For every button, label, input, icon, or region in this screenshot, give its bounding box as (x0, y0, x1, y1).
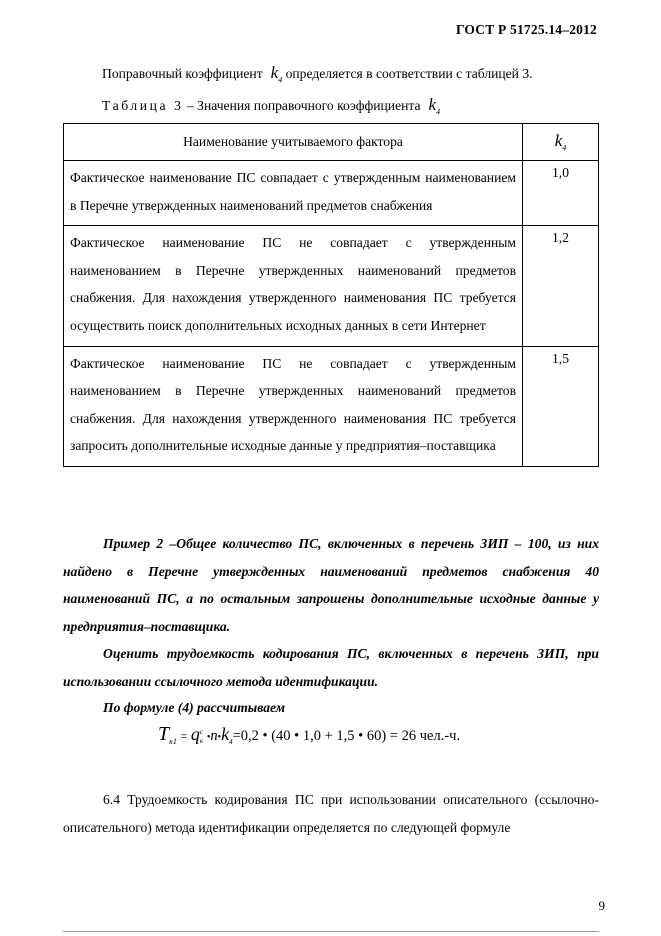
table-row (64, 161, 599, 226)
document-header: ГОСТ Р 51725.14–2012 (455, 22, 597, 37)
factor-cell: Фактическое наименование ПС совпадает с утвержденным наименованием в Перечне утвержденных наименований предметов снабжения (64, 161, 523, 226)
footer-rule (63, 931, 599, 932)
intro-text-before: Поправочный коэффициент (102, 66, 263, 81)
section-6-4-paragraph: 6.4 Трудоемкость кодирования ПС при использовании описательного (ссылочно-описательного) метода идентификации определяется по следующей формуле (63, 792, 599, 835)
value-cell: 1,0 (523, 161, 599, 226)
k4-symbol: $k_4$ (270, 63, 283, 85)
example-paragraph-1: Пример 2 –Общее количество ПС, включенных в перечень ЗИП – 100, из них найдено в Перечне утвержденных наименований предметов снабжения 40 наименований ПС, а по остальным запрошены дополнительные исходные данные у предприятия–поставщика. (63, 536, 599, 634)
page-number: 9 (598, 898, 605, 913)
formula-n: n (210, 728, 218, 744)
intro-paragraph (102, 63, 533, 84)
factor-cell: Фактическое наименование ПС не совпадает с утвержденным наименованием в Перечне утвержденных наименований предметов снабжения. Для нахождения утвержденного наименования ПС требуется осуществить поиск дополнительных исходных данных в сети Интернет (64, 226, 523, 346)
caption-k4-symbol: $k_4$ (428, 95, 441, 117)
value-cell: 1,2 (523, 226, 599, 346)
table-row (64, 226, 599, 346)
formula-lhs: T (158, 723, 170, 745)
table-caption (102, 95, 440, 116)
formula-k: k (221, 724, 230, 744)
table-title: – Значения поправочного коэффициента (186, 98, 421, 113)
formula-q: q (190, 724, 200, 744)
formula-calculation: $T_{к1} = q$ c к $•n•k_4=0,2$ • (40 • 1,0 + 1,5 • 60) = 26 чел.-ч. (158, 723, 461, 746)
table-label: Таблица 3 (102, 98, 184, 113)
formula-rhs: =0,2 • (40 • 1,0 + 1,5 • 60) = 26 чел.-ч. (232, 728, 461, 744)
example-paragraph-2: Оценить трудоемкость кодирования ПС, включенных в перечень ЗИП, при использовании ссылочного метода идентификации. (63, 646, 599, 689)
intro-text-after: определяется в соответствии с таблицей 3. (285, 66, 533, 81)
header-factor: Наименование учитываемого фактора (64, 124, 523, 161)
value-cell: 1,5 (523, 346, 599, 466)
table-row (64, 346, 599, 466)
factor-cell: Фактическое наименование ПС не совпадает с утвержденным наименованием в Перечне утвержденных наименований предметов снабжения. Для нахождения утвержденного наименования ПС требуется запросить дополнительные исходные данные у предприятия–поставщика (64, 346, 523, 466)
header-k4: $k_4$ (523, 124, 599, 161)
example-paragraph-3: По формуле (4) рассчитываем (103, 700, 286, 715)
correction-factor-table (63, 123, 599, 467)
table-header-row (64, 124, 599, 161)
